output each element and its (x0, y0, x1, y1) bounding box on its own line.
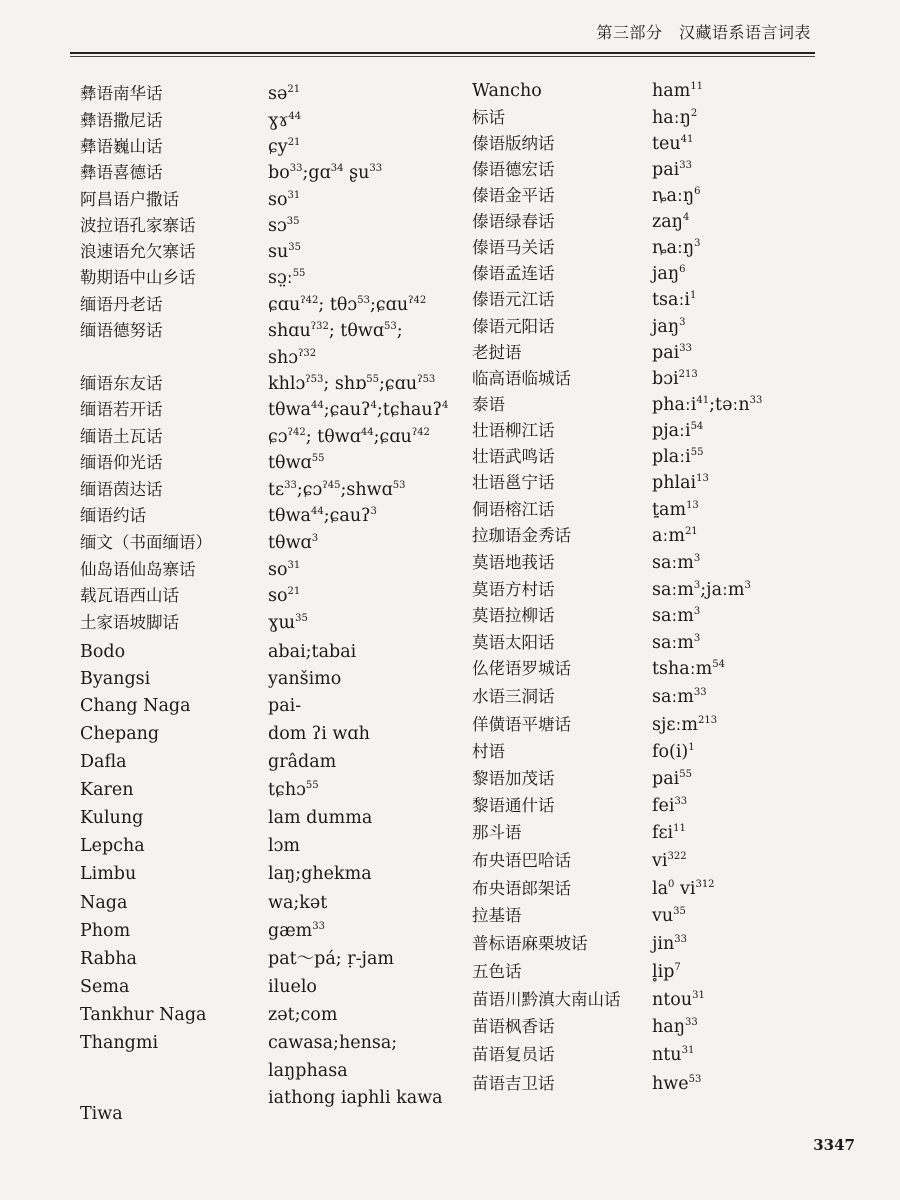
right-language-name: 布央语巴哈话 (472, 851, 571, 870)
left-language-name: Byangsi (80, 669, 151, 689)
right-word-form: ntou$^{31}$ (652, 990, 705, 1010)
left-word-form: iathong iaphli kawa (268, 1088, 443, 1108)
left-language-name: Phom (80, 921, 131, 941)
left-language-name: 仙岛语仙岛寨话 (80, 560, 196, 579)
left-word-form: ɕɔ$^{ʔ42}$; tθwɑ$^{44}$;ɕɑu$^{ʔ42}$ (268, 427, 430, 447)
left-language-name: Limbu (80, 864, 137, 884)
right-language-name: 佯僙语平塘话 (472, 715, 571, 734)
left-word-form: ɣɤ$^{44}$ (268, 111, 302, 131)
left-word-form: $so^{31}$ (268, 560, 301, 580)
right-word-form: $la^0$ $vi^{312}$ (652, 879, 715, 899)
right-language-name: 苗语吉卫话 (472, 1074, 555, 1093)
right-word-form: phlai$^{13}$ (652, 473, 709, 493)
right-language-name: 老挝语 (472, 343, 522, 362)
left-word-form: $su^{35}$ (268, 242, 301, 262)
left-word-form: tɛ$^{33}$;ɕɔ$^{ʔ45}$;shwɑ$^{53}$ (268, 480, 406, 500)
left-word-form: lam dumma (268, 808, 373, 828)
right-language-name: 村语 (472, 742, 505, 761)
left-language-name: 缅语德努话 (80, 321, 163, 340)
left-language-name: Lepcha (80, 836, 145, 856)
left-word-form: wa;kət (268, 893, 328, 913)
left-language-name: Bodo (80, 642, 126, 662)
right-word-form: saːm$^3$ (652, 606, 701, 626)
right-language-name: 苗语枫香话 (472, 1017, 555, 1036)
right-word-form: $l̥ip^7$ (652, 962, 681, 982)
right-word-form: $vi^{322}$ (652, 851, 687, 871)
left-word-form: shɑu$^{ʔ32}$; tθwɑ$^{53}$; (268, 321, 403, 341)
left-language-name: Kulung (80, 808, 144, 828)
left-word-form: abai;tabai (268, 642, 357, 662)
left-language-name: Rabha (80, 949, 137, 969)
right-language-name: 侗语榕江话 (472, 500, 555, 519)
left-language-name: 浪速语允欠寨话 (80, 242, 196, 261)
page-number: 3347 (813, 1136, 855, 1154)
left-language-name: 缅语约话 (80, 506, 146, 525)
right-word-form: pai$^{33}$ (652, 343, 692, 363)
right-word-form: fɛi$^{11}$ (652, 823, 686, 843)
right-word-form: ȵaːŋ$^6$ (652, 186, 701, 206)
right-word-form: bɔi$^{213}$ (652, 369, 698, 389)
left-word-form: cawasa;hensa; (268, 1033, 398, 1053)
left-word-form: yanšimo (268, 669, 342, 689)
left-language-name: 土家语坡脚话 (80, 613, 179, 632)
right-language-name: 黎语加茂话 (472, 769, 555, 788)
left-language-name: 缅语仰光话 (80, 453, 163, 472)
left-word-form: pat～pá; ṛ-jam (268, 949, 394, 969)
left-word-form: sɔ$^{35}$ (268, 216, 300, 236)
right-language-name: Wancho (472, 81, 542, 101)
left-word-form: ɕy$^{21}$ (268, 137, 301, 157)
left-language-name: Thangmi (80, 1033, 159, 1053)
left-language-name: 缅语东友话 (80, 374, 163, 393)
right-word-form: phaːi$^{41}$;təːn$^{33}$ (652, 395, 763, 415)
right-word-form: jaŋ$^3$ (652, 317, 686, 337)
right-language-name: 拉珈语金秀话 (472, 526, 571, 545)
right-word-form: zaŋ$^4$ (652, 212, 690, 232)
right-language-name: 壮语武鸣话 (472, 447, 555, 466)
left-word-form: tθwɑ$^{55}$ (268, 453, 325, 473)
right-word-form: teu$^{41}$ (652, 134, 694, 154)
right-word-form: saːm$^3$ (652, 633, 701, 653)
left-language-name: Karen (80, 780, 134, 800)
header-rule (70, 52, 815, 54)
right-language-name: 莫语太阳话 (472, 633, 555, 652)
right-language-name: 标话 (472, 108, 505, 127)
right-language-name: 傣语孟连话 (472, 264, 555, 283)
right-word-form: haːŋ$^2$ (652, 108, 698, 128)
right-language-name: 傣语元江话 (472, 290, 555, 309)
left-language-name: 波拉语孔家寨话 (80, 216, 196, 235)
left-word-form: tθwa$^{44}$;ɕauʔ$^3$ (268, 506, 377, 526)
left-language-name: 缅文（书面缅语） (80, 533, 212, 552)
left-word-form: tθwa$^{44}$;ɕauʔ$^4$;tɕhauʔ$^4$ (268, 400, 449, 420)
left-word-form: sɔ̤ː$^{55}$ (268, 268, 306, 288)
left-language-name: 勒期语中山乡话 (80, 268, 196, 287)
right-language-name: 那斗语 (472, 823, 522, 842)
right-language-name: 仫佬语罗城话 (472, 659, 571, 678)
right-word-form: jin$^{33}$ (652, 934, 688, 954)
right-word-form: fei$^{33}$ (652, 796, 688, 816)
right-word-form: saːm$^3$;jaːm$^3$ (652, 580, 751, 600)
right-language-name: 莫语拉柳话 (472, 606, 555, 625)
right-language-name: 壮语邕宁话 (472, 473, 555, 492)
right-word-form: pai$^{33}$ (652, 160, 692, 180)
left-word-form: grâdam (268, 752, 337, 772)
right-language-name: 傣语绿春话 (472, 212, 555, 231)
right-language-name: 临高语临城话 (472, 369, 571, 388)
right-language-name: 拉基语 (472, 906, 522, 925)
right-language-name: 五色话 (472, 962, 522, 981)
left-language-name: 彝语撒尼话 (80, 111, 163, 130)
right-word-form: tsaːi$^1$ (652, 290, 697, 310)
right-language-name: 傣语元阳话 (472, 317, 555, 336)
left-language-name: 缅语茵达话 (80, 480, 163, 499)
left-language-name: 缅语若开话 (80, 400, 163, 419)
right-word-form: ṯam$^{13}$ (652, 500, 699, 520)
running-header (70, 14, 815, 48)
left-language-name: Dafla (80, 752, 127, 772)
left-language-name: Naga (80, 893, 128, 913)
left-language-name: 彝语喜德话 (80, 163, 163, 182)
right-word-form: pjaːi$^{54}$ (652, 421, 704, 441)
left-word-form: laŋ;ghekma (268, 864, 372, 884)
left-language-name: 阿昌语户撒话 (80, 190, 179, 209)
right-word-form: pai$^{55}$ (652, 769, 692, 789)
left-word-form: khlɔ$^{ʔ53}$; shɒ$^{55}$;ɕɑu$^{ʔ53}$ (268, 374, 436, 394)
left-word-form: zət;com (268, 1005, 338, 1025)
right-language-name: 泰语 (472, 395, 505, 414)
right-language-name: 傣语马关话 (472, 238, 555, 257)
right-word-form: sjɛːm$^{213}$ (652, 715, 718, 735)
right-language-name: 黎语通什话 (472, 796, 555, 815)
left-word-form: ɕɑu$^{ʔ42}$; tθɔ$^{53}$;ɕɑu$^{ʔ42}$ (268, 295, 427, 315)
right-language-name: 苗语川黔滇大南山话 (472, 990, 621, 1009)
right-language-name: 傣语德宏话 (472, 160, 555, 179)
left-language-name: Tankhur Naga (80, 1005, 207, 1025)
right-word-form: tshaːm$^{54}$ (652, 659, 725, 679)
left-word-form: tɕhɔ$^{55}$ (268, 780, 319, 800)
left-language-name: 彝语南华话 (80, 84, 163, 103)
right-word-form: aːm$^{21}$ (652, 526, 698, 546)
left-word-form: shɔ$^{ʔ32}$ (268, 348, 317, 368)
right-word-form: hwe$^{53}$ (652, 1074, 702, 1094)
left-word-form: laŋphasa (268, 1061, 348, 1081)
right-word-form: saːm$^{33}$ (652, 687, 707, 707)
left-word-form: pai- (268, 696, 302, 716)
right-language-name: 壮语柳江话 (472, 421, 555, 440)
left-word-form: iluelo (268, 977, 317, 997)
right-language-name: 莫语地莪话 (472, 553, 555, 572)
right-language-name: 傣语金平话 (472, 186, 555, 205)
left-language-name: 载瓦语西山话 (80, 586, 179, 605)
right-language-name: 傣语版纳话 (472, 134, 555, 153)
left-word-form: $bo^{33};gɑ^{34}$ ʂu$^{33}$ (268, 163, 383, 183)
left-word-form: tθwɑ$^3$ (268, 533, 319, 553)
left-language-name: 彝语巍山话 (80, 137, 163, 156)
right-word-form: jaŋ$^6$ (652, 264, 686, 284)
right-word-form: $fo(i)^1$ (652, 742, 695, 762)
right-word-form: $vu^{35}$ (652, 906, 686, 926)
right-word-form: ham$^{11}$ (652, 81, 704, 101)
left-word-form: gæm$^{33}$ (268, 921, 325, 941)
right-language-name: 布央语郎架话 (472, 879, 571, 898)
left-word-form: lɔm (268, 836, 300, 856)
left-language-name: 缅语土瓦话 (80, 427, 163, 446)
right-language-name: 普标语麻栗坡话 (472, 934, 588, 953)
left-word-form: sə$^{21}$ (268, 84, 301, 104)
header-rule-thin (70, 56, 815, 57)
left-language-name: Tiwa (80, 1104, 123, 1124)
left-word-form: $so^{21}$ (268, 586, 301, 606)
right-word-form: haŋ$^{33}$ (652, 1017, 698, 1037)
right-language-name: 水语三洞话 (472, 687, 555, 706)
left-language-name: Sema (80, 977, 130, 997)
right-word-form: plaːi$^{55}$ (652, 447, 704, 467)
left-language-name: 缅语丹老话 (80, 295, 163, 314)
right-word-form: ȵaːŋ$^3$ (652, 238, 701, 258)
right-language-name: 苗语复员话 (472, 1045, 555, 1064)
left-language-name: Chepang (80, 724, 160, 744)
right-word-form: ntu$^{31}$ (652, 1045, 695, 1065)
left-word-form: $so^{31}$ (268, 190, 301, 210)
right-word-form: saːm$^3$ (652, 553, 701, 573)
left-word-form: ɣɯ$^{35}$ (268, 613, 308, 633)
running-header-title: 第三部分 汉藏语系语言词表 (596, 23, 811, 42)
right-language-name: 莫语方村话 (472, 580, 555, 599)
left-language-name: Chang Naga (80, 696, 191, 716)
left-word-form: dom ʔi wɑh (268, 724, 370, 744)
